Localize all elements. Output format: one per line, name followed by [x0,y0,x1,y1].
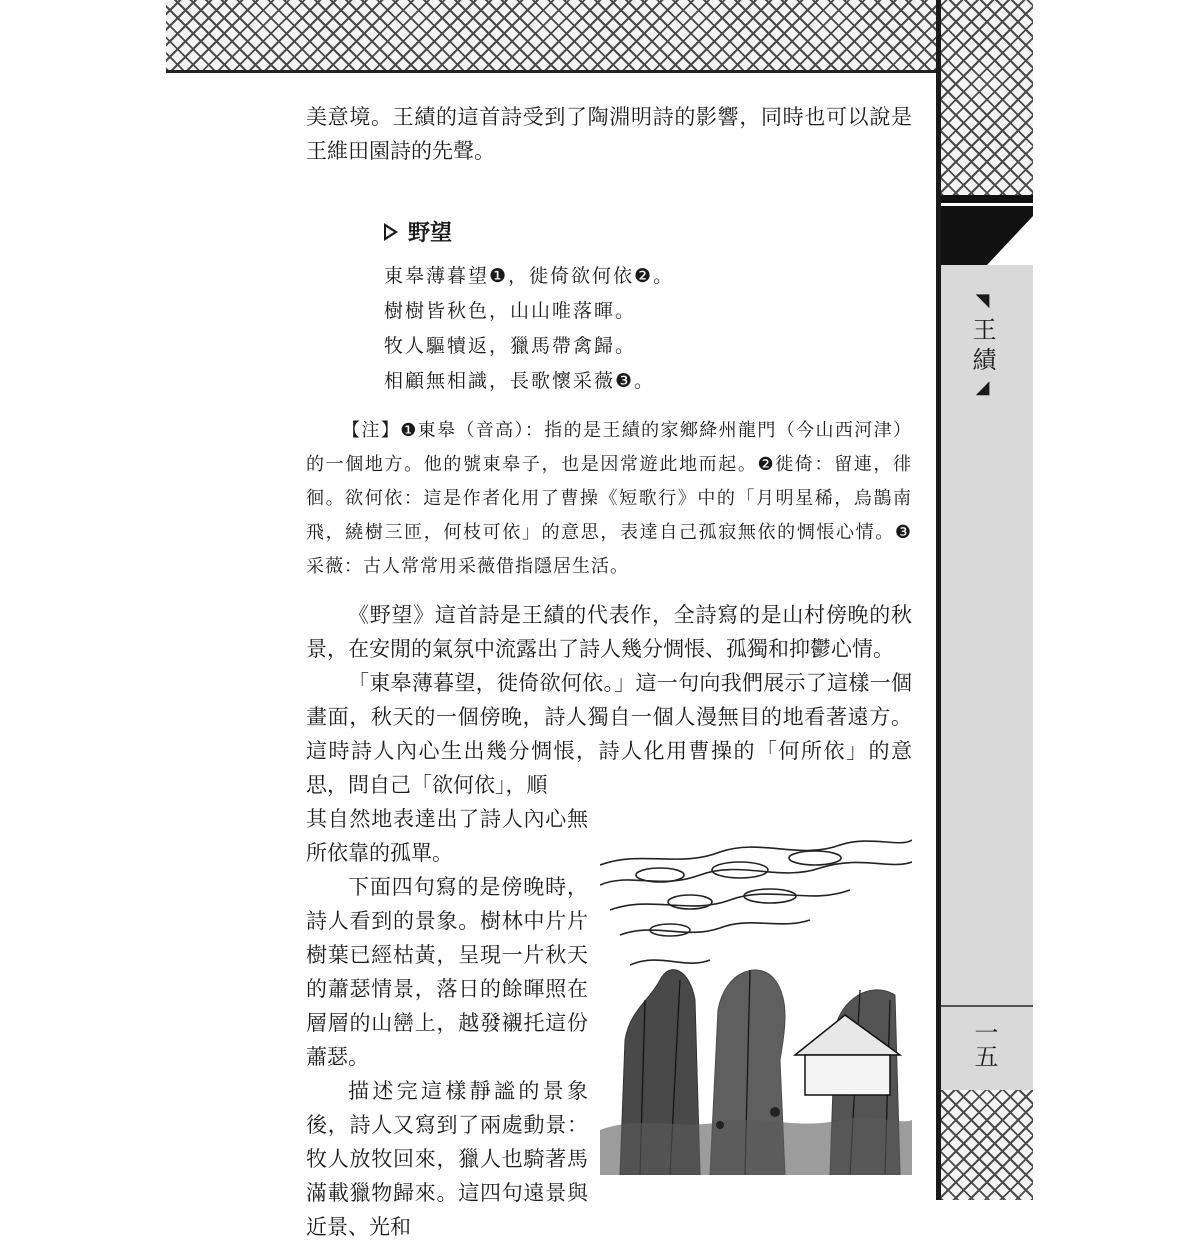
poem-line: 樹樹皆秋色，山山唯落暉。 [384,300,637,322]
chapter-title-text: 王績 [968,317,996,377]
poem-line: 相顧無相識，長歌懷采薇❸。 [384,370,656,392]
left-text-column [306,802,588,1244]
note-paragraph: 【注】❶東皋（音高）：指的是王績的家鄉絳州龍門（今山西河津）的一個地方。他的號東皋子，也是因常遊此地而起。❷徙倚：留連，徘徊。欲何依：這是作者化用了曹操《短歌行》中的「月明星稀，烏鵲南飛，繞樹三匝，何枝可依」的意思，表達自己孤寂無依的惆悵心情。❸采薇：古人常常用采薇借指隱居生活。 [306,420,912,577]
intro-paragraph: 美意境。王績的這首詩受到了陶淵明詩的影響，同時也可以說是王維田園詩的先聲。 [306,105,912,163]
body-paragraph-2: 「東皋薄暮望，徙倚欲何依。」這一句向我們展示了這樣一個畫面，秋天的一個傍晚，詩人獨自一個人漫無目的地看著遠方。這時詩人內心生出幾分惆悵，詩人化用曹操的「何所依」的意思，問自己「欲何依」，順 [306,671,912,797]
side-fret-bottom [941,1090,1033,1200]
top-fret-border [166,0,936,73]
page-number: 一五 [970,1020,998,1068]
poem-body [384,259,912,399]
bracket-close-icon: ◢ [972,377,993,404]
body-paragraph-1: 《野望》這首詩是王績的代表作，全詩寫的是山村傍晚的秋景，在安閒的氣氛中流露出了詩人幾分惆悵、孤獨和抑鬱心情。 [306,603,912,661]
landscape-illustration [600,830,912,1175]
body-paragraph-4: 描述完這樣靜謐的景象後，詩人又寫到了兩處動景：牧人放牧回來，獵人也騎著馬滿載獵物歸來。這四句遠景與近景、光和 [306,1079,588,1239]
text-with-illustration [306,802,912,1244]
poem-title: 野望 [408,220,453,246]
page-content [306,100,912,1244]
body-paragraph-2-continued: 其自然地表達出了詩人內心無所依靠的孤單。 [306,807,588,865]
notes-section [306,414,912,584]
poem-line: 東皋薄暮望❶，徙倚欲何依❷。 [384,265,675,287]
bracket-open-icon: ◥ [972,290,993,317]
side-panel-divider [941,1005,1033,1007]
poem-heading [384,216,912,247]
body-paragraph-3: 下面四句寫的是傍晚時，詩人看到的景象。樹林中片片樹葉已經枯黃，呈現一片秋天的蕭瑟情景，落日的餘暉照在層層的山巒上，越發襯托這份蕭瑟。 [306,875,588,1069]
side-tab-line [941,203,1033,206]
triangle-marker-icon [384,223,398,241]
chapter-title [962,290,1002,404]
side-fret-top [941,0,1033,195]
poem-line: 牧人驅犢返，獵馬帶禽歸。 [384,335,637,357]
